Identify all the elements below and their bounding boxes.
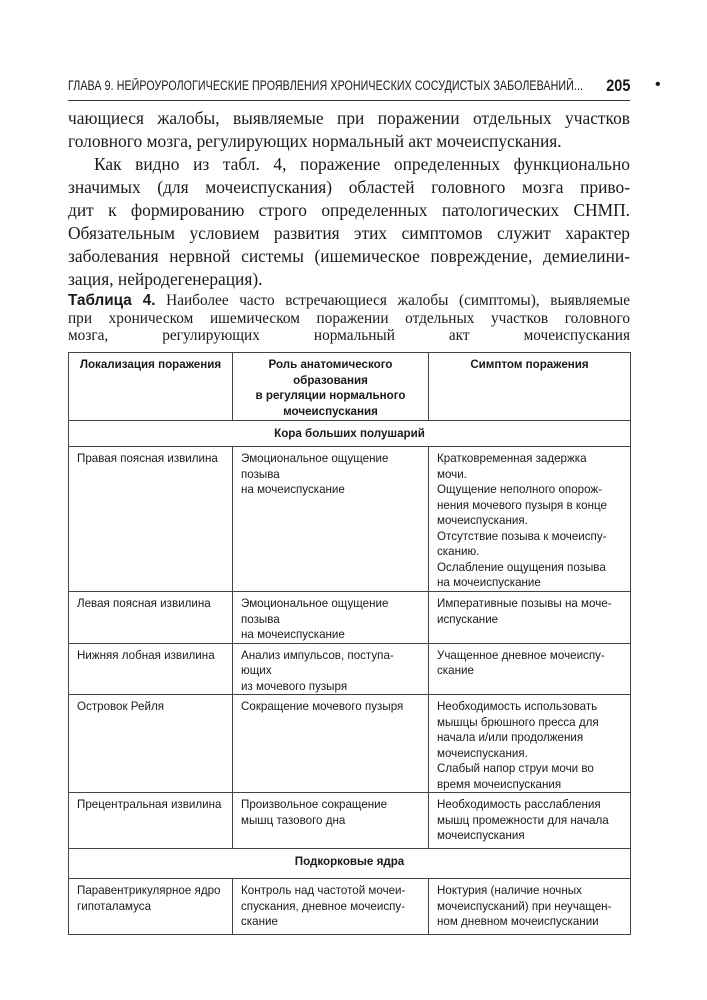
cell-localization: Прецентральная извилина: [69, 793, 233, 849]
body-line: головного мозга, регулирующих нормальный акт мочеиспускания.: [68, 131, 562, 151]
column-header: Роль анатомического образования в регуляции нормального мочеиспускания: [233, 353, 429, 421]
cell-localization: Правая поясная извилина: [69, 447, 233, 592]
body-line: заболевания нервной системы (ишемическое повреждение, демиелини-: [68, 246, 630, 266]
cell-symptom: Необходимость использовать мышцы брюшного пресса для начала и/или продолжения мочеиспускания. Слабый напор струи мочи во время мочеиспускания: [429, 695, 631, 793]
cell-role: Произвольное сокращение мышц тазового дна: [233, 793, 429, 849]
table-row: [69, 793, 631, 849]
section-row: [69, 849, 631, 879]
body-line: дит к формированию строго определенных патологических СНМП.: [68, 200, 630, 220]
body-paragraphs: [68, 107, 630, 291]
cell-symptom: Кратковременная задержка мочи. Ощущение неполного опорож- нения мочевого пузыря в конце мочеиспускания. Отсутствие позыва к мочеиспу- сканию. Ослабление ощущения позыва на мочеиспускание: [429, 447, 631, 592]
table-row: [69, 643, 631, 695]
section-row: [69, 421, 631, 447]
cell-symptom: Императивные позывы на моче- испускание: [429, 592, 631, 644]
table-row: [69, 879, 631, 935]
cell-localization: Нижняя лобная извилина: [69, 643, 233, 695]
body-line: Обязательным условием развития этих симптомов служит характер: [68, 223, 630, 243]
table-header-row: [69, 353, 631, 421]
bullet-separator: •: [655, 76, 661, 93]
body-line: значимых (для мочеиспускания) областей головного мозга приво-: [68, 177, 630, 197]
cell-role: Контроль над частотой мочеи- спускания, дневное мочеиспу- скание: [233, 879, 429, 935]
running-head: [68, 76, 661, 101]
cell-role: Эмоциональное ощущение позыва на мочеиспускание: [233, 592, 429, 644]
cell-localization: Паравентрикулярное ядро гипоталамуса: [69, 879, 233, 935]
cell-symptom: Учащенное дневное мочеиспу- скание: [429, 643, 631, 695]
cell-localization: Левая поясная извилина: [69, 592, 233, 644]
chapter-title: ГЛАВА 9. НЕЙРОУРОЛОГИЧЕСКИЕ ПРОЯВЛЕНИЯ ХРОНИЧЕСКИХ СОСУДИСТЫХ ЗАБОЛЕВАНИЙ...: [68, 78, 584, 93]
body-line: Как видно из табл. 4, поражение определенных функционально: [94, 154, 630, 174]
symptoms-table: [68, 352, 631, 935]
caption-label: Таблица 4.: [68, 292, 156, 309]
cell-symptom: Ноктурия (наличие ночных мочеиспусканий) при неучащен- ном дневном мочеиспускании: [429, 879, 631, 935]
caption-text: при хроническом ишемическом поражении отдельных участков головного: [68, 309, 630, 327]
table-row: [69, 447, 631, 592]
section-title: Кора больших полушарий: [69, 421, 631, 447]
column-header: Локализация поражения: [69, 353, 233, 421]
table-row: [69, 695, 631, 793]
caption-text: Наиболее часто встречающиеся жалобы (симптомы), выявляемые: [155, 292, 630, 309]
column-header: Симптом поражения: [429, 353, 631, 421]
section-title: Подкорковые ядра: [69, 849, 631, 879]
table-row: [69, 592, 631, 644]
cell-symptom: Необходимость расслабления мышц промежности для начала мочеиспускания: [429, 793, 631, 849]
cell-localization: Островок Рейля: [69, 695, 233, 793]
cell-role: Анализ импульсов, поступа- ющих из мочевого пузыря: [233, 643, 429, 695]
cell-role: Эмоциональное ощущение позыва на мочеиспускание: [233, 447, 429, 592]
table-caption: [68, 292, 630, 345]
page-number: 205: [605, 76, 630, 95]
cell-role: Сокращение мочевого пузыря: [233, 695, 429, 793]
caption-text: мозга, регулирующих нормальный акт мочеиспускания: [68, 327, 630, 344]
body-line: зация, нейродегенерация).: [68, 269, 263, 289]
body-line: чающиеся жалобы, выявляемые при поражении отдельных участков: [68, 108, 630, 128]
